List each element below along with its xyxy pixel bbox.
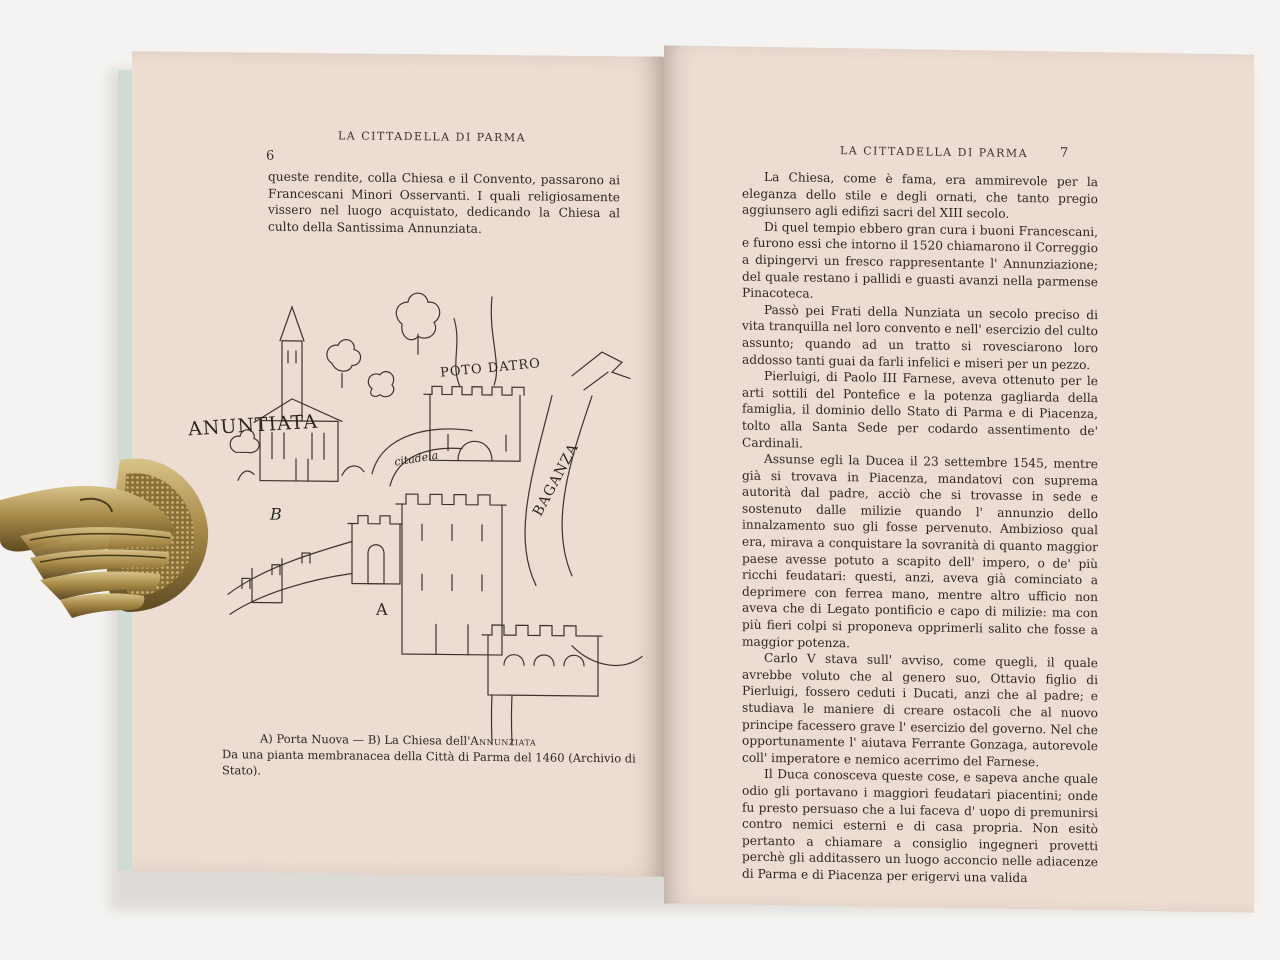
map-label-baganza: BAGANZA — [530, 440, 583, 520]
map-label-b: B — [270, 504, 282, 524]
map-label-porta: POTO DATRO — [439, 356, 542, 381]
right-paragraph-6: Carlo V stava sull' avviso, come quegli, il quale avrebbe voluto che al genero suo, Ottavio figlio di Pierluigi, fossero ceduti i Ducati, anzi che al padre; e studiava le maniere di creare ostacoli che al nuovo principe facessero grave l' esercizio del governo. Nel che opportunamente l' aiutava Ferrante Gonzaga, autorevole coll' imperatore e nemico acerrimo del Farnese. — [742, 651, 1098, 770]
caption-part-b: Annunziata — [470, 733, 537, 749]
right-paragraph-4: Pierluigi, di Paolo III Farnese, aveva ottenuto per le arti sottili del Pontefice e la potenza gagliarda della famiglia, il dominio dello Stato di Parma e di Piacenza, tolto alla Santa Sede per codardo assentimento de' Cardinali. — [742, 369, 1098, 451]
right-page-text — [742, 169, 1098, 888]
map-label-citadel: citadela — [393, 448, 440, 469]
map-label-annunziata: ANUNTIATA — [187, 410, 319, 441]
figure-caption-line2: Da una pianta membranacea della Città di Parma del 1460 (Archivio di Stato). — [222, 747, 636, 778]
page-number-left: 6 — [266, 148, 275, 164]
running-head-left: LA CITTADELLA DI PARMA — [338, 129, 527, 145]
brass-hand-clip — [0, 440, 230, 630]
right-paragraph-1: La Chiesa, come è fama, era ammirevole per la eleganza dello stile e degli ornati, che tanto pregio aggiunsero agli edifizi sacri del XIII secolo. — [742, 169, 1098, 221]
map-label-a: A — [376, 599, 388, 619]
running-head-right: LA CITTADELLA DI PARMA — [840, 144, 1029, 161]
page-number-right: 7 — [1060, 145, 1069, 161]
right-paragraph-5: Assunse egli la Ducea il 23 settembre 1545, mentre già si trovava in Piacenza, mandatovi con suprema autorità dal padre, acciò che si trovasse in sede e sostenuto dalle milizie quando l' annunzio dello innalzamento suo gli fosse pervenuto. Ambizioso qual era, mirava a conquistare la sovranità di quanto maggior paese avesse potuto a scapito dell' impero, o de' più ricchi feudatari: questi, anzi, aveva già cominciato a deprimere con ferrea mano, mentre altro ufficio non aveva che di Legato pontificio e capo di milizie: ma con più fieri colpi si proponeva opprimerli salito che fosse a maggior potenza. — [742, 452, 1098, 650]
right-paragraph-7: Il Duca conosceva queste cose, e sapeva anche quale odio gli portavano i maggiori feudatari piacentini; onde fu presto persuaso che a lui faceva d' uopo di premunirsi contro nemici esterni e di casa propria. Non esitò pertanto a chiamare a consiglio ingegneri provetti perchè gli additassero un luogo acconcio nelle adiacenze di Parma e di Piacenza per erigervi una valida — [742, 767, 1098, 886]
right-paragraph-2: Di quel tempio ebbero gran cura i buoni Francescani, e furono essi che intorno il 1520 chiamarono il Correggio a dipingervi un fresco rappresentante l' Annunziazione; del quale restano i pallidi e guasti avanzi nella parmense Pinacoteca. — [742, 219, 1098, 301]
caption-part-a: A) Porta Nuova — B) La Chiesa dell' — [260, 731, 471, 748]
right-paragraph-3: Passò pei Frati della Nunziata un secolo preciso di vita tranquilla nel loro convento e nell' esercizio del culto assunto; quando ad un tratto si rovesciarono loro addosso tanti guai da farli infelici e miseri per un pezzo. — [742, 302, 1098, 372]
right-page — [664, 45, 1254, 912]
left-paragraph: queste rendite, colla Chiesa e il Convento, passarono ai Francescani Minori Osservanti. I quali religiosamente vissero nel luogo acquistato, dedicando la Chiesa al culto della Santissima Annunziata. — [268, 169, 620, 236]
